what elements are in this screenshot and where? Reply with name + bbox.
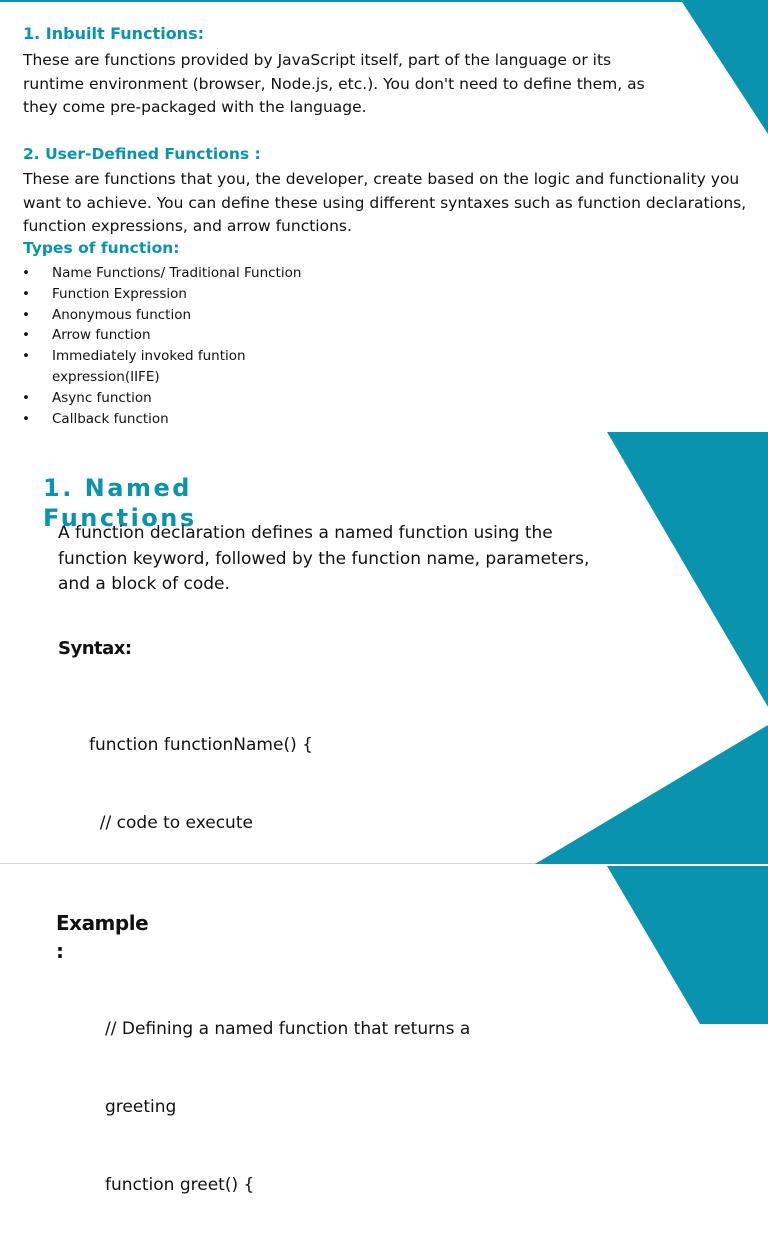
paragraph-line: These are functions that you, the developer, create based on the logic and functionality you: [23, 170, 740, 188]
code-line: // code to execute: [89, 813, 253, 833]
slide-inbuilt-user-defined: [0, 0, 768, 432]
paragraph-line: function keyword, followed by the function name, parameters,: [58, 548, 590, 569]
slide-example: [0, 866, 768, 1195]
list-item: [22, 346, 301, 388]
list-item-line: expression(IIFE): [52, 368, 160, 385]
inbuilt-paragraph: [23, 49, 645, 120]
paragraph-line: These are functions provided by JavaScript itself, part of the language or its: [23, 51, 612, 69]
title-line: Functions: [43, 504, 197, 532]
example-label: [56, 909, 148, 965]
paragraph-line: they come pre-packaged with the language.: [23, 98, 367, 116]
list-item: • Callback function: [22, 409, 301, 430]
code-line: function functionName() {: [89, 735, 313, 755]
code-line: // Defining a named function that returns a: [105, 1019, 471, 1039]
syntax-label: Syntax:: [58, 638, 132, 659]
paragraph-line: A function declaration defines a named function using the: [58, 523, 553, 543]
list-item: • Name Functions/ Traditional Function: [22, 263, 301, 284]
code-line: greeting: [105, 1097, 177, 1117]
inbuilt-heading: 1. Inbuilt Functions:: [23, 24, 204, 43]
example-code-block: [105, 964, 470, 1250]
paragraph-line: and a block of code.: [58, 574, 230, 594]
types-heading: Types of function:: [23, 239, 180, 257]
example-label-text: Example: [56, 911, 149, 935]
list-item-line: Immediately invoked funtion: [52, 348, 246, 365]
example-label-colon: :: [56, 939, 64, 963]
list-item: • Function Expression: [22, 284, 301, 305]
slide-named-functions: [0, 432, 768, 864]
user-defined-heading: 2. User-Defined Functions :: [23, 145, 261, 163]
paragraph-line: function expressions, and arrow functions.: [23, 217, 352, 235]
code-line: function greet() {: [105, 1175, 255, 1195]
list-item: • Arrow function: [22, 325, 301, 346]
description-paragraph: [58, 521, 589, 598]
paragraph-line: runtime environment (browser, Node.js, etc.). You don't need to define them, as: [23, 74, 645, 93]
paragraph-line: want to achieve. You can define these using different syntaxes such as function declarations,: [23, 193, 747, 212]
list-item: • Anonymous function: [22, 305, 301, 326]
types-list: [22, 263, 301, 429]
user-defined-paragraph: [23, 168, 746, 239]
title-line: 1. Named: [43, 474, 192, 502]
list-item: • Async function: [22, 388, 301, 409]
